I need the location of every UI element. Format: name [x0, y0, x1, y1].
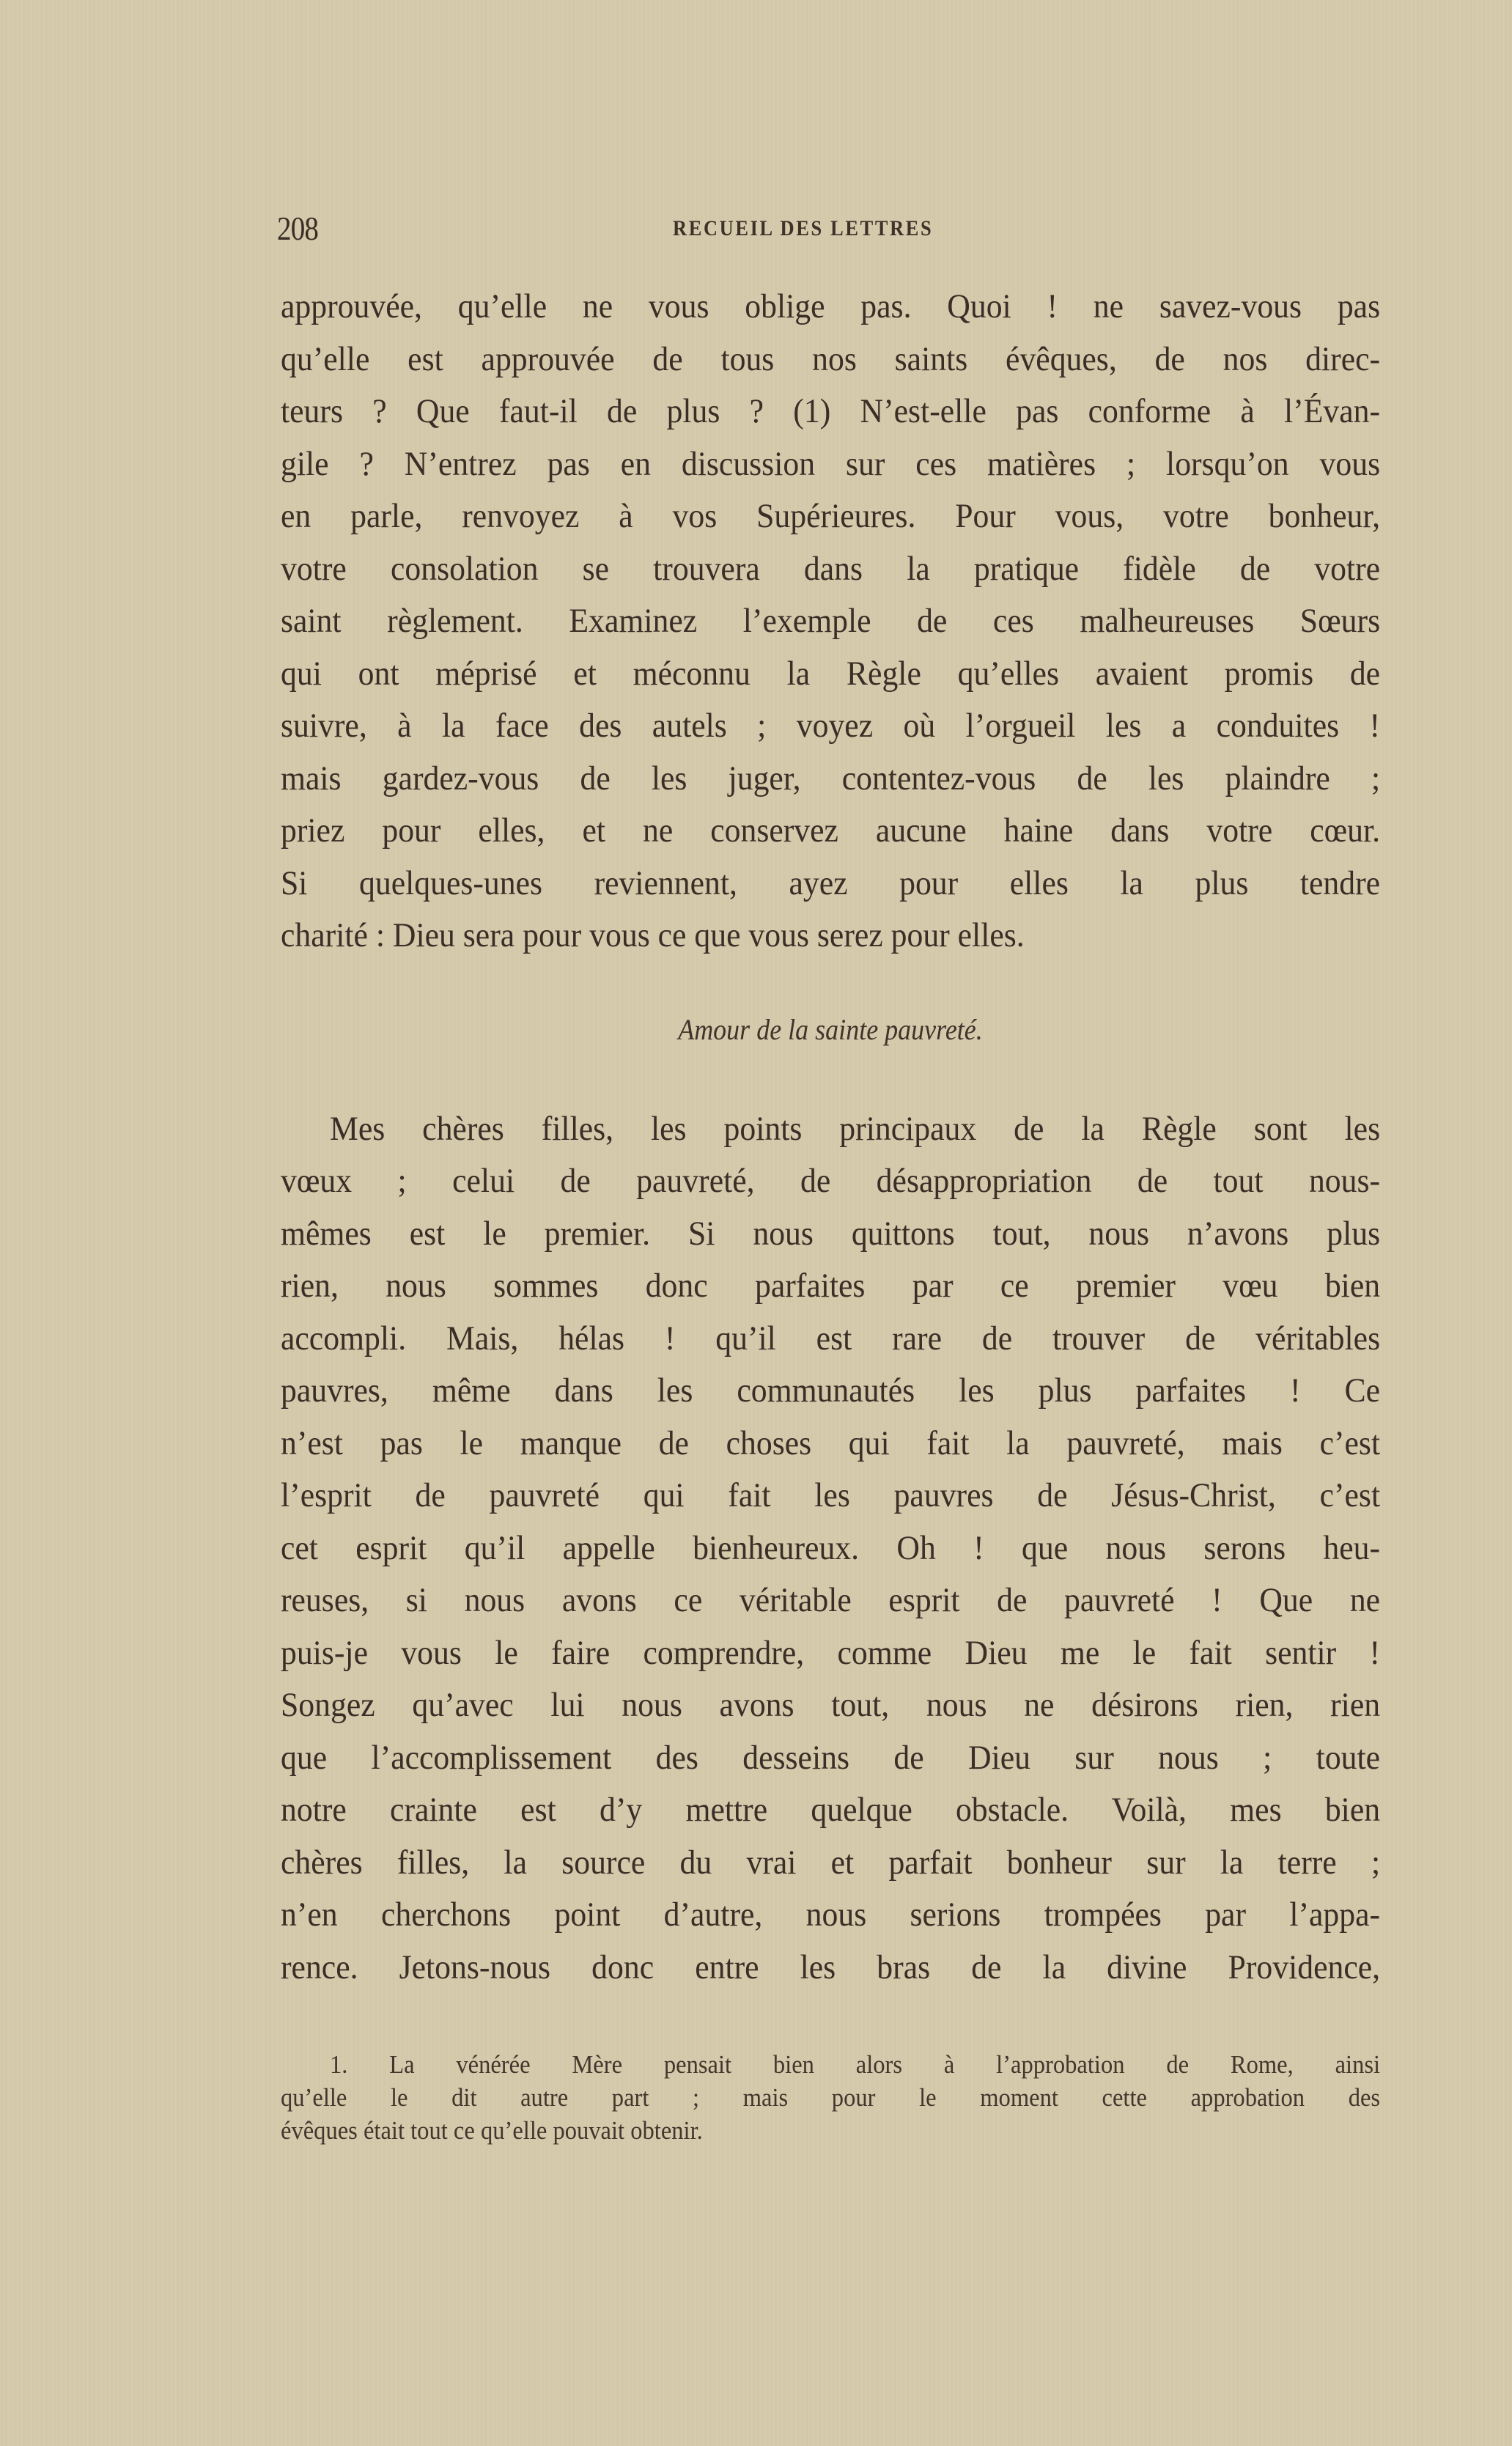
text-line: notre crainte est d’y mettre quelque obstacle. Voilà, mes bien: [281, 1791, 1381, 1829]
footnote-line: évêques était tout ce qu’elle pouvait obtenir.: [281, 2116, 703, 2145]
text-line: approuvée, qu’elle ne vous oblige pas. Quoi ! ne savez-vous pas: [281, 287, 1381, 325]
text-line: l’esprit de pauvreté qui fait les pauvres de Jésus-Christ, c’est: [281, 1476, 1381, 1514]
text-line: rien, nous sommes donc parfaites par ce premier vœu bien: [281, 1267, 1381, 1305]
text-line: que l’accomplissement des desseins de Dieu sur nous ; toute: [281, 1738, 1381, 1777]
text-line: mais gardez-vous de les juger, contentez-vous de les plaindre ;: [281, 759, 1381, 797]
running-title: RECUEIL DES LETTRES: [673, 216, 934, 240]
text-line: qui ont méprisé et méconnu la Règle qu’elles avaient promis de: [281, 654, 1381, 693]
text-line: charité : Dieu sera pour vous ce que vous serez pour elles.: [281, 916, 1025, 954]
text-line: priez pour elles, et ne conservez aucune haine dans votre cœur.: [281, 811, 1381, 850]
text-line: reuses, si nous avons ce véritable esprit de pauvreté ! Que ne: [281, 1581, 1381, 1619]
section-title: Amour de la sainte pauvreté.: [678, 1012, 983, 1046]
running-head: [277, 209, 1376, 253]
text-line: puis-je vous le faire comprendre, comme Dieu me le fait sentir !: [281, 1633, 1381, 1672]
paragraph-2: [281, 1103, 1380, 1994]
text-line: Songez qu’avec lui nous avons tout, nous ne désirons rien, rien: [281, 1686, 1381, 1724]
footnote: [281, 2048, 1380, 2147]
text-line: n’est pas le manque de choses qui fait la pauvreté, mais c’est: [281, 1423, 1381, 1462]
text-line: accompli. Mais, hélas ! qu’il est rare de trouver de véritables: [281, 1319, 1381, 1358]
text-line: cet esprit qu’il appelle bienheureux. Oh ! que nous serons heu-: [281, 1528, 1381, 1567]
text-line: qu’elle est approuvée de tous nos saints évêques, de nos direc-: [281, 339, 1381, 378]
paragraph-1: [281, 281, 1380, 962]
footnote-line: qu’elle le dit autre part ; mais pour le moment cette approbation des: [281, 2083, 1381, 2112]
page-number: 208: [277, 210, 319, 247]
text-line: suivre, à la face des autels ; voyez où l’orgueil les a conduites !: [281, 707, 1381, 745]
text-line: mêmes est le premier. Si nous quittons tout, nous n’avons plus: [281, 1214, 1381, 1253]
text-line: pauvres, même dans les communautés les plus parfaites ! Ce: [281, 1371, 1381, 1410]
body-text: [281, 281, 1380, 1994]
text-line: en parle, renvoyez à vos Supérieures. Pour vous, votre bonheur,: [281, 497, 1381, 535]
footnote-line: 1. La vénérée Mère pensait bien alors à l’approbation de Rome, ainsi: [329, 2050, 1381, 2079]
text-line: chères filles, la source du vrai et parfait bonheur sur la terre ;: [281, 1843, 1381, 1882]
text-line: gile ? N’entrez pas en discussion sur ces matières ; lorsqu’on vous: [281, 444, 1381, 483]
text-line: vœux ; celui de pauvreté, de désappropriation de tout nous-: [281, 1162, 1381, 1200]
text-line: rence. Jetons-nous donc entre les bras de la divine Providence,: [281, 1948, 1381, 1986]
text-line: teurs ? Que faut-il de plus ? (1) N’est-elle pas conforme à l’Évan-: [281, 392, 1381, 430]
text-line: n’en cherchons point d’autre, nous serions trompées par l’appa-: [281, 1896, 1381, 1934]
text-line: votre consolation se trouvera dans la pratique fidèle de votre: [281, 549, 1381, 588]
text-line: Si quelques-unes reviennent, ayez pour elles la plus tendre: [281, 863, 1381, 902]
text-line: saint règlement. Examinez l’exemple de ces malheureuses Sœurs: [281, 602, 1381, 640]
text-line: Mes chères filles, les points principaux de la Règle sont les: [329, 1109, 1381, 1148]
